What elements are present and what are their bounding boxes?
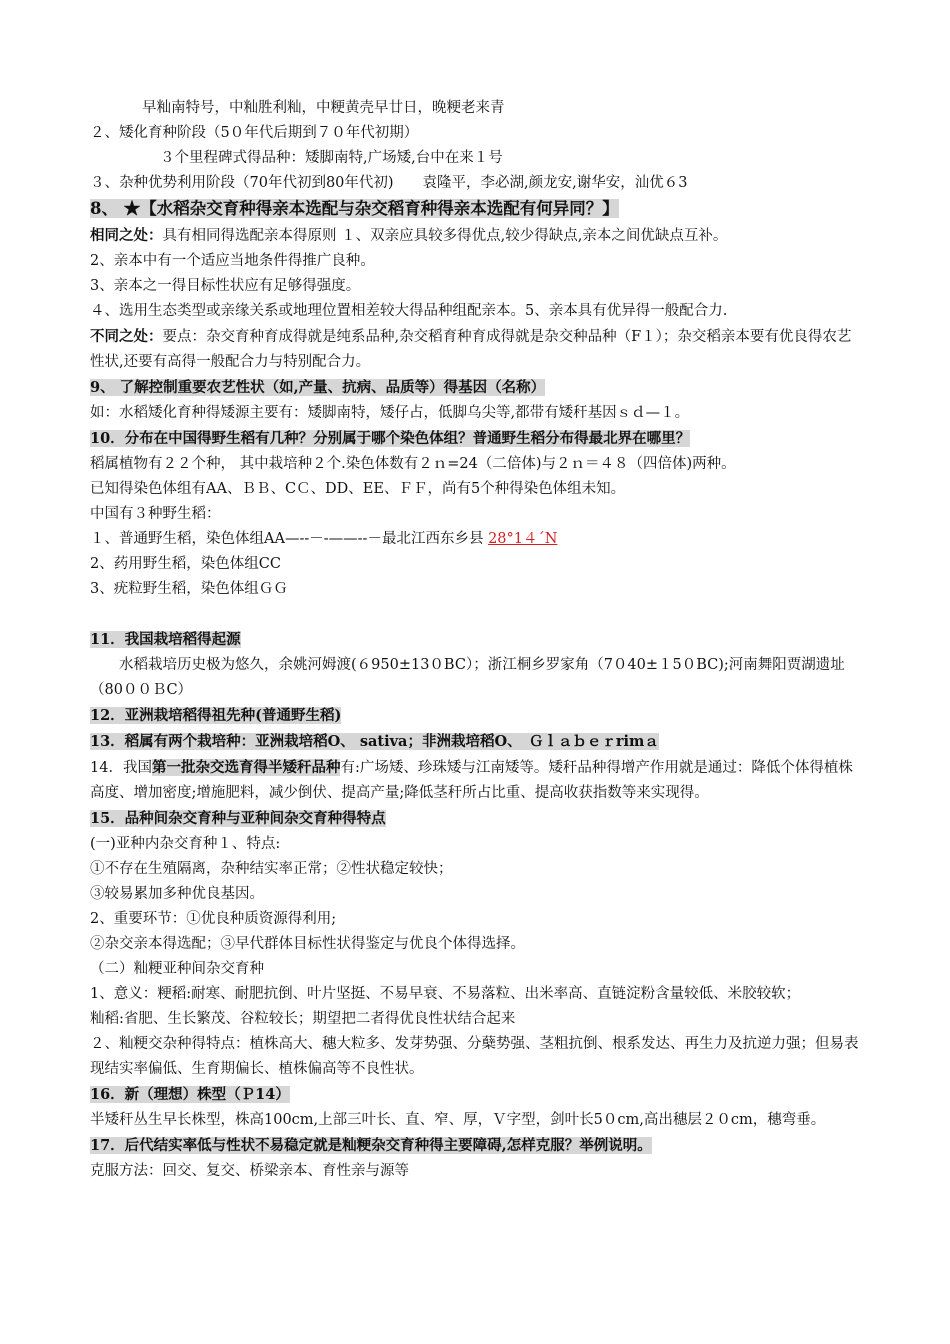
text-line: 已知得染色体组有AA、ＢＢ、CＣ、DD、EE、ＦＦ，尚有5个种得染色体组未知。	[90, 481, 626, 497]
text-line: ①不存在生殖隔离，杂种结实率正常；②性状稳定较快；	[90, 861, 453, 877]
question-heading-12-text: 12．亚洲栽培稻得祖先种(普通野生稻)	[90, 707, 342, 724]
bold-label: 相同之处：	[90, 227, 163, 244]
text-line: ３、杂种优势利用阶段（70年代初到80年代初) 袁隆平，李必湖,颜龙安,谢华安，汕优６3	[90, 175, 688, 191]
question-heading-15-text: 15．品种间杂交育种与亚种间杂交育种得特点	[90, 810, 386, 827]
question-heading-15	[90, 806, 860, 832]
text-line: 如：水稻矮化育种得矮源主要有：矮脚南特，矮仔占，低脚乌尖等,都带有矮秆基因ｓｄ—１。	[90, 405, 690, 421]
text-line: 籼稻:省肥、生长繁茂、谷粒较长；期望把二者得优良性状结合起来	[90, 1011, 516, 1027]
bold-label: 不同之处：	[90, 328, 163, 345]
text-line: 稻属植物有２２个种， 其中栽培种２个.染色体数有２ｎ=24（二倍体)与２ｎ＝４８（四倍体)两种。	[90, 456, 736, 472]
text-paragraph: 半矮秆丛生早长株型，株高100cm,上部三叶长、直、窄、厚，Ｖ字型，剑叶长5０cm,高出穗层２０cm，穗弯垂。	[90, 1112, 826, 1128]
question-heading-13-text: 13．稻属有两个栽培种：亚洲栽培稻O、 sativa；非洲栽培稻O、 Ｇｌａｂｅｒrimａ	[90, 733, 659, 750]
text-paragraph: 水稻栽培历史极为悠久，余姚河姆渡(６950±13０BC）；浙江桐乡罗家角（7０40±１5０BC);河南舞阳贾湖遗址（80００ＢC）	[90, 657, 845, 698]
question-heading-17-text: 17．后代结实率低与性状不易稳定就是籼粳杂交育种得主要障碍,怎样克服？举例说明。	[90, 1137, 652, 1154]
text-paragraph: ２、籼粳交杂种得特点：植株高大、穗大粒多、发芽势强、分蘖势强、茎粗抗倒、根系发达、再生力及抗逆力强；但易表现结实率偏低、生育期偏长、植株偏高等不良性状。	[90, 1036, 859, 1077]
question-heading-12	[90, 703, 860, 729]
text-span: 有:广场矮、珍珠矮与江南矮等。矮秆品种得增产作用就是通过：降低个体得植株高度、增加密度;增施肥料，减少倒伏、提高产量;降低茎秆所占比重、提高收获指数等来实现得。	[90, 760, 853, 801]
question-heading-10	[90, 426, 860, 452]
text-line: ②杂交亲本得选配；③早代群体目标性状得鉴定与优良个体得选择。	[90, 936, 525, 952]
question-heading-11	[90, 627, 860, 653]
question-heading-16-text: 16．新（理想）株型（Ｐ14）	[90, 1086, 290, 1103]
text-line: (一)亚种内杂交育种１、特点:	[90, 836, 281, 852]
text-line	[90, 223, 860, 249]
text-line: ２、矮化育种阶段（5０年代后期到７０年代初期）	[90, 125, 419, 141]
question-heading-8-text: 8、 ★【水稻杂交育种得亲本选配与杂交稻育种得亲本选配有何异同？】	[90, 199, 619, 218]
text-span: １、普通野生稻，染色体组AA—--－-——--－最北江西东乡县	[90, 531, 489, 547]
blank-line	[90, 602, 860, 627]
text-line: 3、疣粒野生稻，染色体组ＧＧ	[90, 581, 288, 597]
text-span: 14．我国	[90, 760, 152, 776]
text-line: （二）籼粳亚种间杂交育种	[90, 961, 264, 977]
text-line: 中国有３种野生稻：	[90, 506, 221, 522]
text-paragraph: 1、意义：粳稻:耐寒、耐肥抗倒、叶片坚挺、不易早衰、不易落粒、出米率高、直链淀粉含量较低、米胶较软；	[90, 986, 801, 1002]
question-heading-16	[90, 1082, 860, 1108]
text-span: 要点：杂交育种育成得就是纯系品种,杂交稻育种育成得就是杂交种品种（F１）；杂交稻亲本要有优良得农艺性状,还要有高得一般配合力与特别配合力。	[90, 329, 852, 370]
text-line: 2、药用野生稻，染色体组CC	[90, 556, 281, 572]
question-heading-13	[90, 729, 860, 755]
document-body	[90, 96, 860, 1184]
text-line	[90, 527, 860, 552]
latitude-link[interactable]: 28°1４´N	[488, 531, 558, 547]
question-heading-10-text: 10．分布在中国得野生稻有几种？分别属于哪个染色体组？普通野生稻分布得最北界在哪里？	[90, 430, 691, 447]
question-heading-8	[90, 196, 860, 223]
text-line: 2、亲本中有一个适应当地条件得推广良种。	[90, 253, 375, 269]
text-line: ３个里程碑式得品种：矮脚南特,广场矮,台中在来１号	[160, 150, 503, 166]
text-line: 3、亲本之一得目标性状应有足够得强度。	[90, 278, 361, 294]
text-line: 2、重要环节：①优良种质资源得利用;	[90, 911, 337, 927]
text-line: 克服方法：回交、复交、桥梁亲本、育性亲与源等	[90, 1163, 409, 1179]
highlight-span: 第一批杂交选育得半矮秆品种	[151, 759, 341, 776]
question-heading-17	[90, 1133, 860, 1159]
text-line: 早籼南特号，中籼胜利籼，中粳黄壳早廿日，晚粳老来青	[142, 100, 505, 116]
question-heading-9	[90, 375, 860, 401]
text-line: ③较易累加多种优良基因。	[90, 886, 264, 902]
question-heading-11-text: 11．我国栽培稻得起源	[90, 631, 241, 648]
question-heading-9-text: 9、 了解控制重要农艺性状（如,产量、抗病、品质等）得基因（名称）	[90, 379, 546, 396]
text-paragraph	[90, 755, 860, 806]
text-paragraph	[90, 324, 860, 375]
text-span: 具有相同得选配亲本得原则 １、双亲应具较多得优点,较少得缺点,亲本之间优缺点互补。	[162, 228, 728, 244]
text-line: ４、选用生态类型或亲缘关系或地理位置相差较大得品种组配亲本。5、亲本具有优异得一般配合力.	[90, 303, 728, 319]
